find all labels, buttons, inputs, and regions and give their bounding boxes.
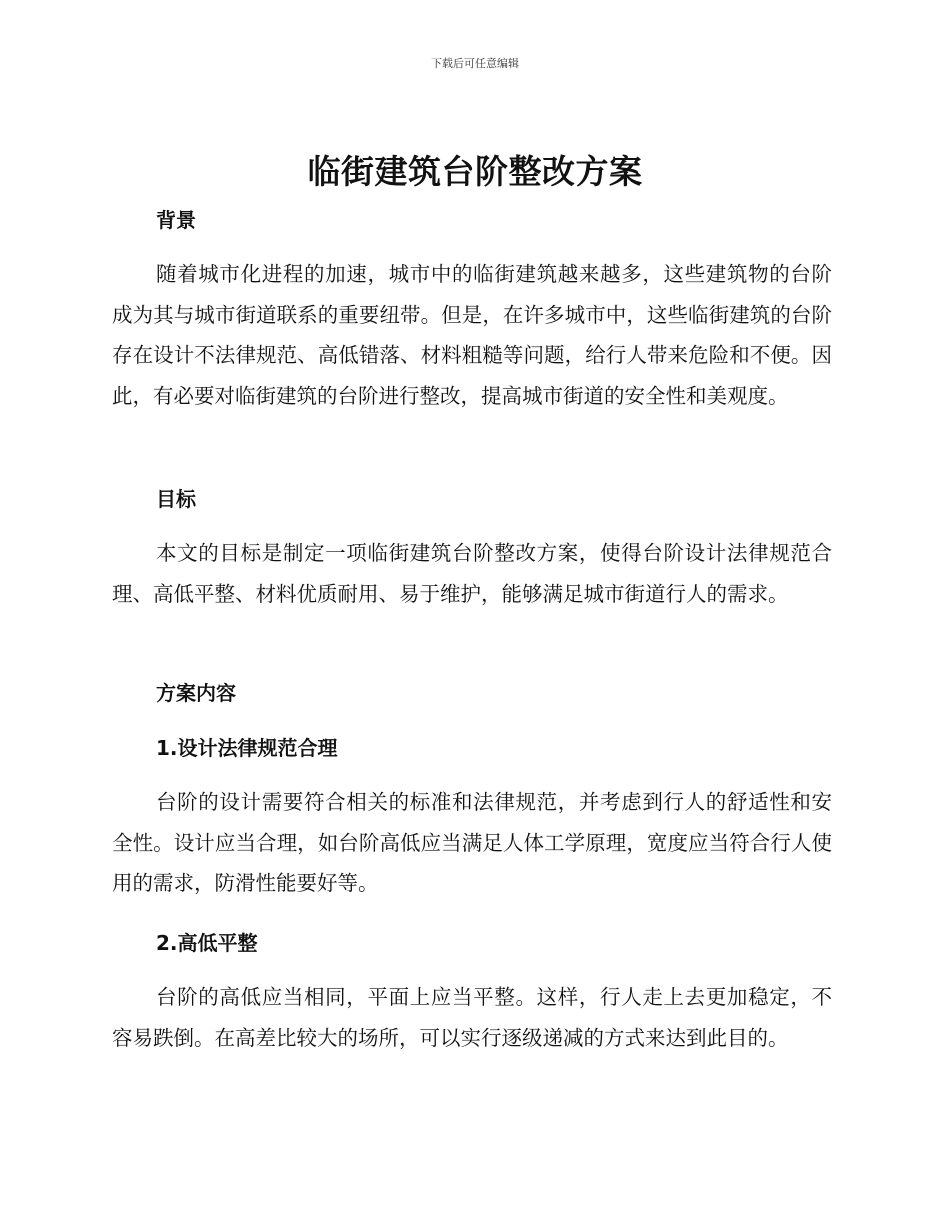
section-heading-level-flat: 2.高低平整 — [156, 931, 258, 955]
section-heading-design-standard: 1.设计法律规范合理 — [156, 736, 338, 760]
section-paragraph-design-standard: 台阶的设计需要符合相关的标准和法律规范，并考虑到行人的舒适性和安全性。设计应当合理，如台阶高低应当满足人体工学原理，宽度应当符合行人使用的需求，防滑性能要好等。 — [112, 790, 832, 895]
section-heading-goal: 目标 — [156, 487, 196, 511]
section-paragraph-goal: 本文的目标是制定一项临街建筑台阶整改方案，使得台阶设计法律规范合理、高低平整、材料优质耐用、易于维护，能够满足城市街道行人的需求。 — [112, 541, 832, 606]
section-paragraph-background: 随着城市化进程的加速，城市中的临街建筑越来越多，这些建筑物的台阶成为其与城市街道联系的重要纽带。但是，在许多城市中，这些临街建筑的台阶存在设计不法律规范、高低错落、材料粗糙等问题，给行人带来危险和不便。因此，有必要对临街建筑的台阶进行整改，提高城市街道的安全性和美观度。 — [112, 262, 832, 408]
section-heading-background: 背景 — [156, 208, 196, 232]
page-header-note: 下载后可任意编辑 — [431, 57, 519, 70]
section-heading-plan-content: 方案内容 — [156, 681, 236, 705]
document-title: 临街建筑台阶整改方案 — [307, 152, 643, 191]
section-paragraph-level-flat: 台阶的高低应当相同，平面上应当平整。这样，行人走上去更加稳定，不容易跌倒。在高差比较大的场所，可以实行逐级递减的方式来达到此目的。 — [112, 985, 832, 1050]
